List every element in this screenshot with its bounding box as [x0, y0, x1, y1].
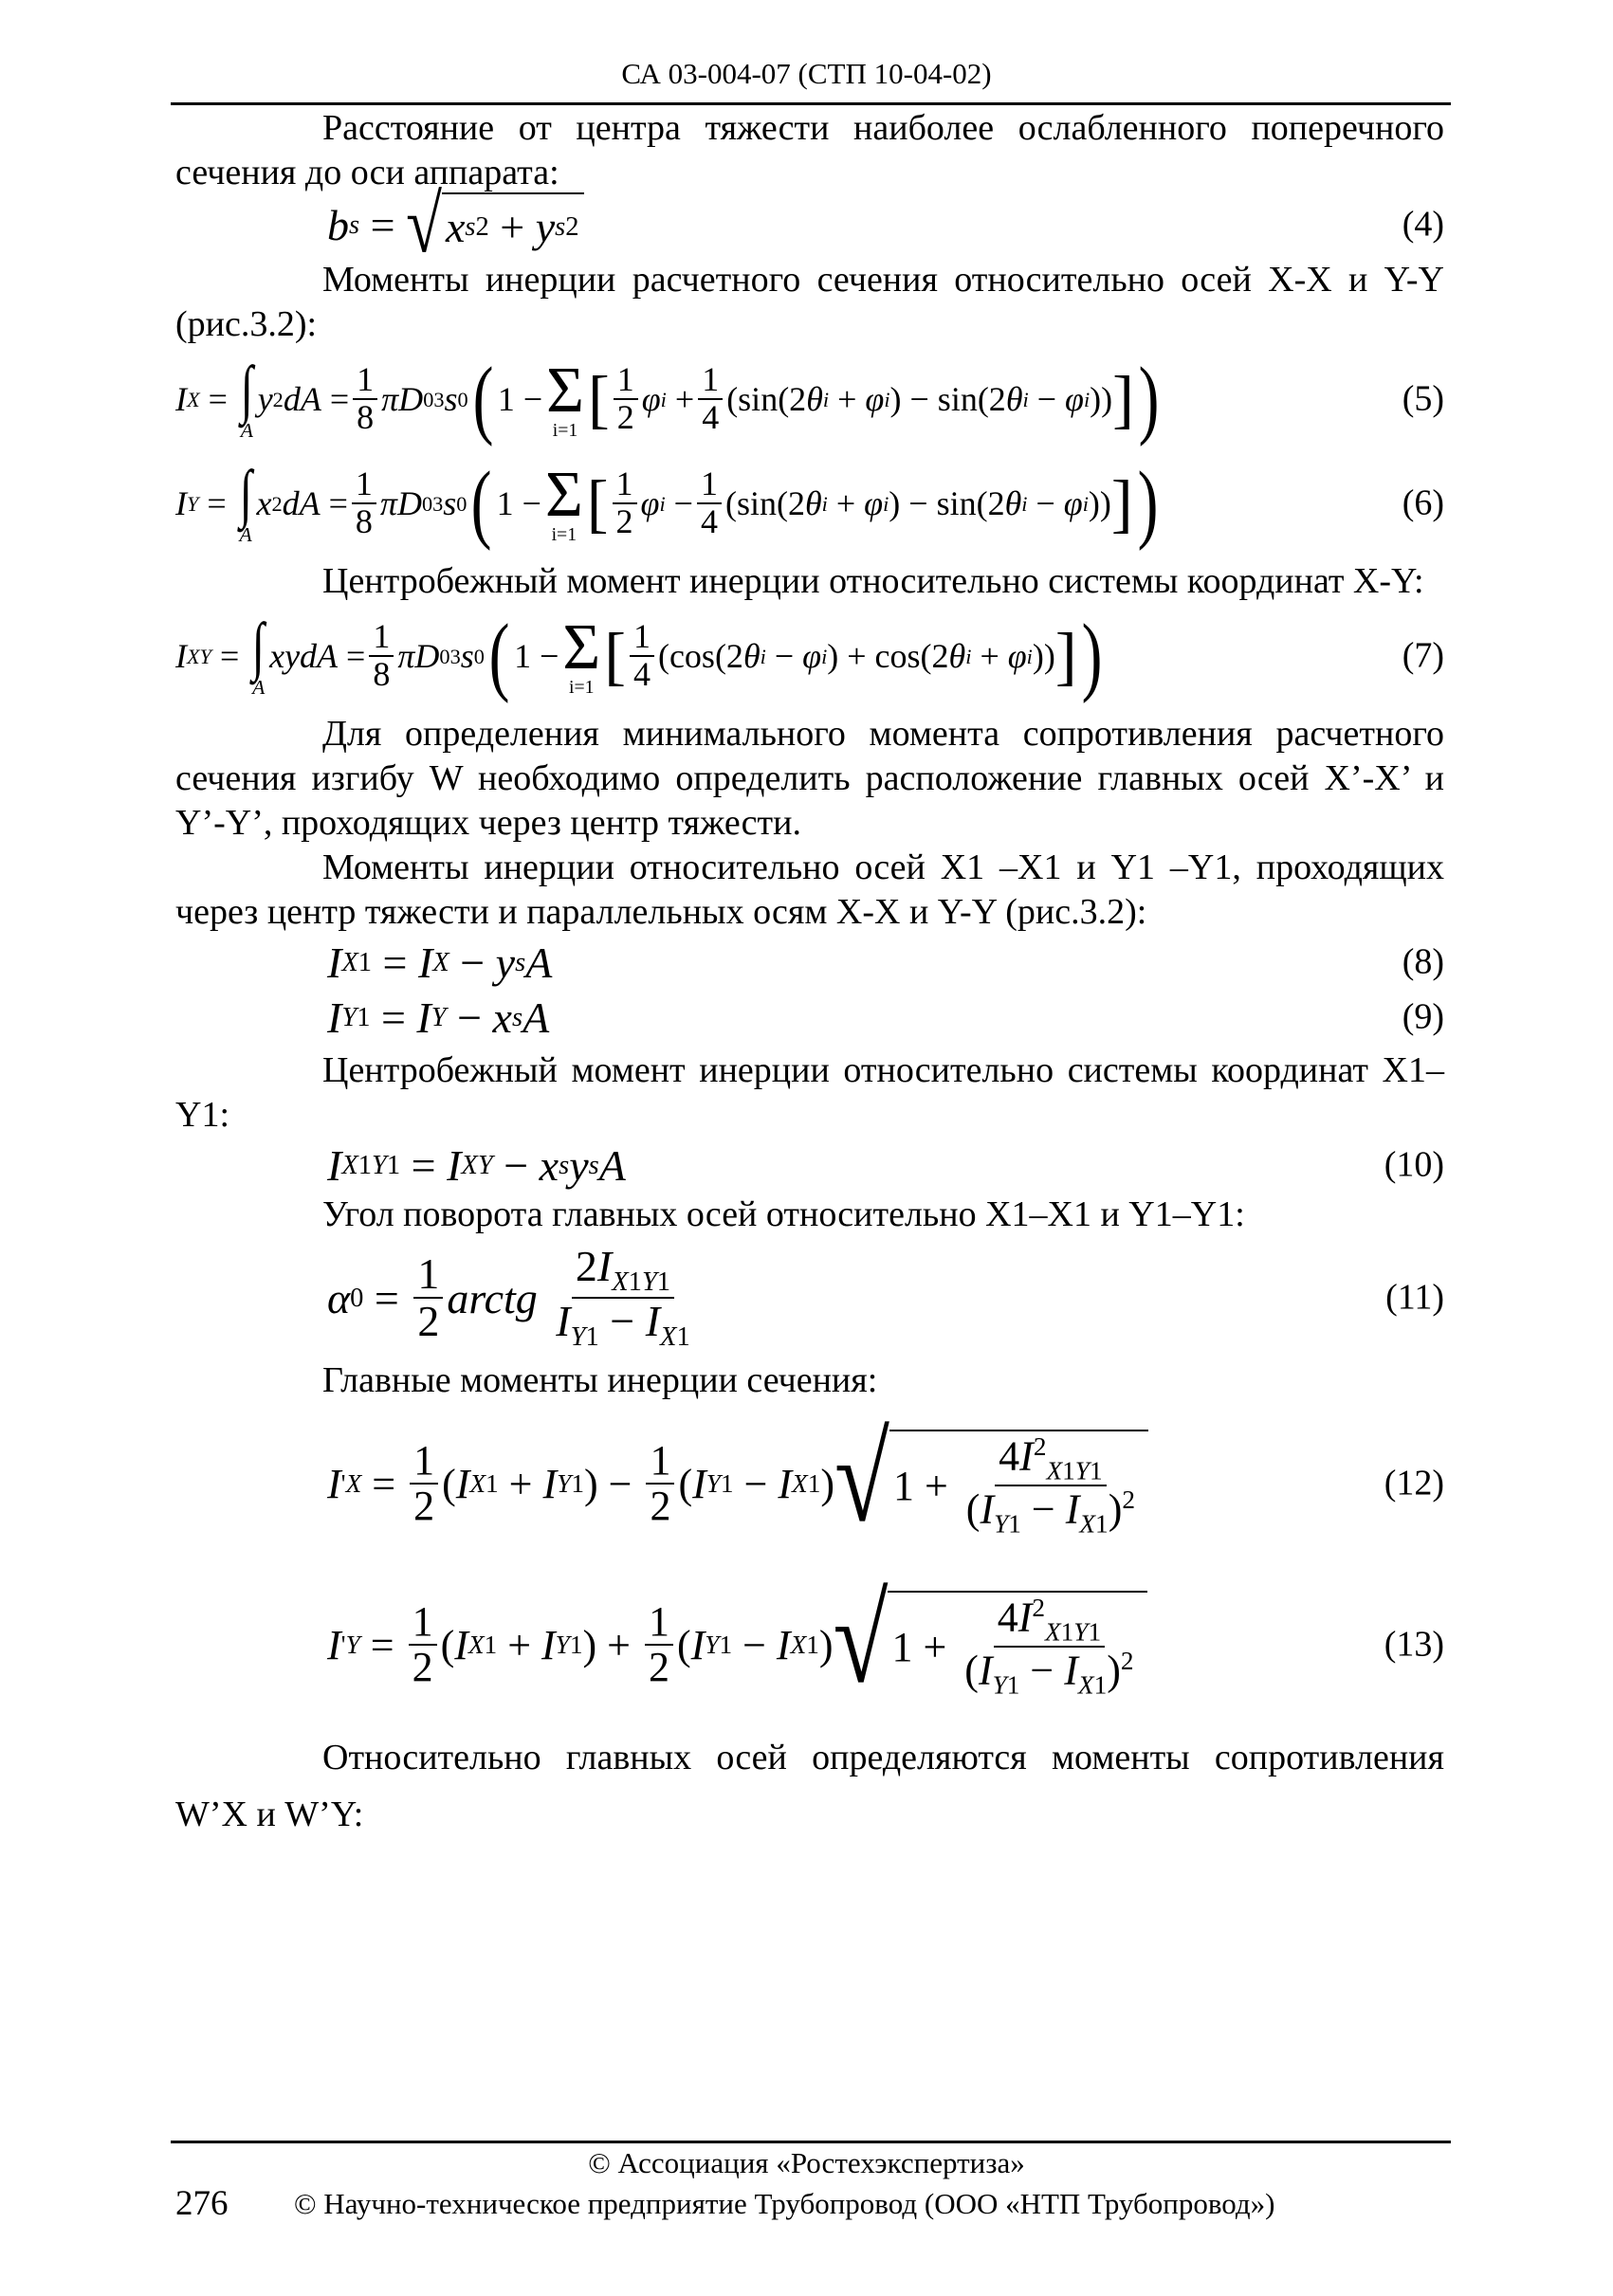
- equation-13-number: (13): [1384, 1624, 1444, 1665]
- equation-5: [175, 347, 1444, 451]
- equation-6-number: (6): [1402, 483, 1444, 523]
- paragraph-section-moduli: Относительно главных осей определяются моменты сопротивления W’X и W’Y:: [175, 1738, 1444, 1834]
- equation-7-body: I XY = ∫ A xydA = $\frac{1}{8}$ πD 0 3 s 0 ( 1 − Σ i=1 [ $\frac{1}{4}$ (cos(2 θ i − φ i ) + cos(2 θ i + φ i )) ] ): [175, 607, 1103, 705]
- equation-10-number: (10): [1384, 1144, 1444, 1185]
- header-rule: [171, 102, 1451, 105]
- equation-10: [175, 1138, 1444, 1193]
- equation-12-body: I ' X = $\frac{1}{2}$ ( I X 1 + I Y 1 ) − $\frac{1}{2}$ ( I Y 1 − I X 1 ) √ 1 + $\frac{4I^2_{X1Y1}}{(I_{Y1} - I_{X1})^2}$: [327, 1430, 1444, 1538]
- equation-7: [175, 604, 1444, 708]
- equation-7-number: (7): [1402, 635, 1444, 676]
- footer-copyright-company: © Научно-техническое предприятие Трубопровод (ООО «НТП Трубопровод»): [294, 2187, 1275, 2220]
- paragraph-moments-xy: Моменты инерции расчетного сечения относительно осей X-X и Y-Y (рис.3.2):: [175, 260, 1444, 344]
- equation-11-body: α 0 = $\frac{1}{2}$ arctg $\frac{2I_{X1Y1}}{I_{Y1} - I_{X1}}$: [327, 1241, 690, 1353]
- equation-9: [175, 990, 1444, 1045]
- running-header: СА 03-004-07 (СТП 10-04-02): [621, 57, 992, 90]
- equation-8-body: I X 1 = I X − y s A: [327, 938, 553, 987]
- footer-rule: [171, 2141, 1451, 2143]
- paragraph-moments-x1y1: Моменты инерции относительно осей X1 –X1 и Y1 –Y1, проходящих через центр тяжести и параллельных осям X-X и Y-Y (рис.3.2):: [175, 847, 1444, 932]
- equation-11: [175, 1237, 1444, 1358]
- equation-12: [175, 1403, 1444, 1564]
- paragraph-centrifugal-xy: Центробежный момент инерции относительно системы координат X-Y:: [322, 561, 1424, 601]
- paragraph-principal-moments: Главные моменты инерции сечения:: [322, 1360, 878, 1400]
- paragraph-rotation-angle: Угол поворота главных осей относительно X1–X1 и Y1–Y1:: [322, 1194, 1245, 1234]
- equation-13: [175, 1564, 1444, 1725]
- paragraph-centrifugal-x1y1: Центробежный момент инерции относительно системы координат X1–Y1:: [175, 1050, 1444, 1135]
- page-number: 276: [175, 2184, 229, 2223]
- equation-9-body: I Y 1 = I Y − x s A: [327, 993, 550, 1042]
- page-body: [175, 106, 1444, 1843]
- equation-6: [175, 451, 1444, 556]
- footer-copyright-association: © Ассоциация «Ростехэкспертиза»: [588, 2146, 1025, 2179]
- paragraph-principal-axes: Для определения минимального момента сопротивления расчетного сечения изгибу W необходимо определить расположение главных осей X’-X’ и Y’-Y’, проходящих через центр тяжести.: [175, 714, 1444, 843]
- equation-6-body: I Y = ∫ A x 2 dA = $\frac{1}{8}$ πD 0 3 s 0 ( 1 − Σ i=1 [ $\frac{1}{2}$ φ i − $\frac{1}{4}$ (sin(2 θ i + φ i ) − sin(2 θ i − φ i )) ] ): [175, 454, 1159, 553]
- equation-11-number: (11): [1385, 1277, 1444, 1318]
- equation-5-body: I X = ∫ A y 2 dA = $\frac{1}{8}$ πD 0 3 s 0 ( 1 − Σ i=1 [ $\frac{1}{2}$ φ i + $\frac{1}{4}$ (sin(2 θ i + φ i ) − sin(2 θ i − φ i )) ] ): [175, 350, 1160, 448]
- equation-4: [175, 178, 1444, 269]
- equation-5-number: (5): [1402, 378, 1444, 419]
- equation-4-number: (4): [1402, 204, 1444, 245]
- equation-8: [175, 935, 1444, 990]
- equation-9-number: (9): [1402, 996, 1444, 1037]
- equation-8-number: (8): [1402, 941, 1444, 982]
- equation-10-body: I X 1 Y 1 = I XY − x s y s A: [327, 1140, 626, 1190]
- equation-13-body: I ' Y = $\frac{1}{2}$ ( I X 1 + I Y 1 ) + $\frac{1}{2}$ ( I Y 1 − I X 1 ) √ 1 + $\frac{4I^2_{X1Y1}}{(I_{Y1} - I_{X1})^2}$: [327, 1591, 1444, 1699]
- equation-4-body: b s = √ x s 2 + y s 2: [327, 192, 1444, 258]
- paragraph-distance: Расстояние от центра тяжести наиболее ослабленного поперечного сечения до оси аппарата:: [175, 108, 1444, 192]
- equation-12-number: (12): [1384, 1463, 1444, 1503]
